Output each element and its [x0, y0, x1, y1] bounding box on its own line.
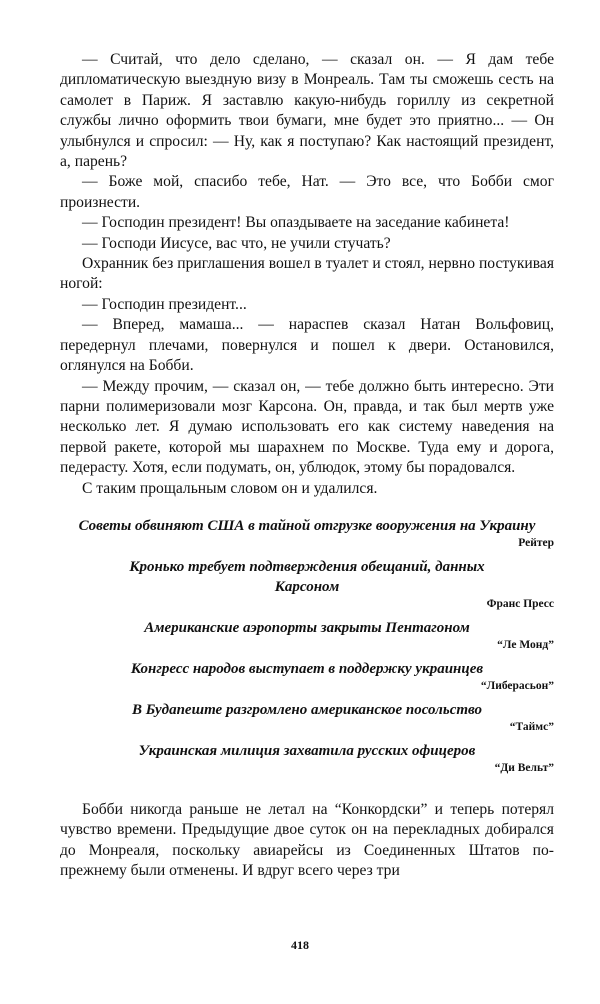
headline-source: “Ле Монд”: [497, 638, 554, 651]
page-content: [60, 50, 554, 882]
paragraph: С таким прощальным словом он и удалился.: [82, 479, 378, 497]
paragraph: Охранник без приглашения вошел в туалет и стоял, нервно постукивая ногой:: [60, 255, 554, 293]
headline-source: Рейтер: [518, 536, 554, 549]
headline-title: Конгресс народов выступает в поддержку украинцев: [130, 660, 484, 677]
paragraph: — Господин президент...: [82, 295, 247, 313]
headline-title: Кронько требует подтверждения обещаний, данных Карсоном: [129, 558, 485, 595]
paragraph: — Господи Иисусе, вас что, не учили стучать?: [82, 234, 391, 252]
closing-section: [60, 800, 554, 882]
headline-title: В Будапеште разгромлено американское посольство: [131, 701, 483, 718]
headline-title: Украинская милиция захватила русских офицеров: [138, 742, 476, 759]
paragraph: — Считай, что дело сделано, — сказал он. — Я дам тебе дипломатическую выездную визу в Монреаль. Там ты сможешь сесть на самолет в Париж. Я заставлю какую-нибудь гориллу из секретной службы лично оформить твои бумаги, мне будет это приятно... — Он улыбнулся и спросил: — Ну, как я поступаю? Как настоящий президент, а, парень?: [60, 51, 554, 171]
headline-source: “Ди Вельт”: [494, 761, 554, 774]
page-number: 418: [291, 938, 309, 952]
headline-source: “Либерасьон”: [480, 679, 554, 692]
headline-title: Американские аэропорты закрыты Пентагоном: [144, 619, 470, 636]
news-headlines: [60, 516, 554, 776]
paragraph: Бобби никогда раньше не летал на “Конкордски” и теперь потерял чувство времени. Предыдущие двое суток он на перекладных добирался до Монреаля, поскольку авиарейсы из Соединенных Штатов по-прежнему были отменены. И вдруг всего через три: [60, 800, 554, 880]
headline-title: Советы обвиняют США в тайной отгрузке вооружения на Украину: [78, 517, 536, 534]
paragraph: — Господин президент! Вы опаздываете на заседание кабинета!: [82, 214, 510, 232]
headline-source: “Таймс”: [509, 720, 554, 733]
paragraph: — Между прочим, — сказал он, — тебе должно быть интересно. Эти парни полимеризовали мозг Карсона. Он, правда, и так был мертв уже несколько лет. Я думаю использовать его как систему наведения на первой ракете, которой мы шарахнем по Москве. Туда ему и дорога, педерасту. Хотя, если подумать, он, ублюдок, этому бы порадовался.: [60, 377, 554, 477]
headline-source: Франс Пресс: [486, 597, 554, 610]
paragraph: — Боже мой, спасибо тебе, Нат. — Это все, что Бобби смог произнести.: [60, 173, 554, 211]
paragraph: — Вперед, мамаша... — нараспев сказал Натан Вольфовиц, передернул плечами, повернулся и пошел к двери. Остановился, оглянулся на Бобби.: [60, 316, 554, 375]
